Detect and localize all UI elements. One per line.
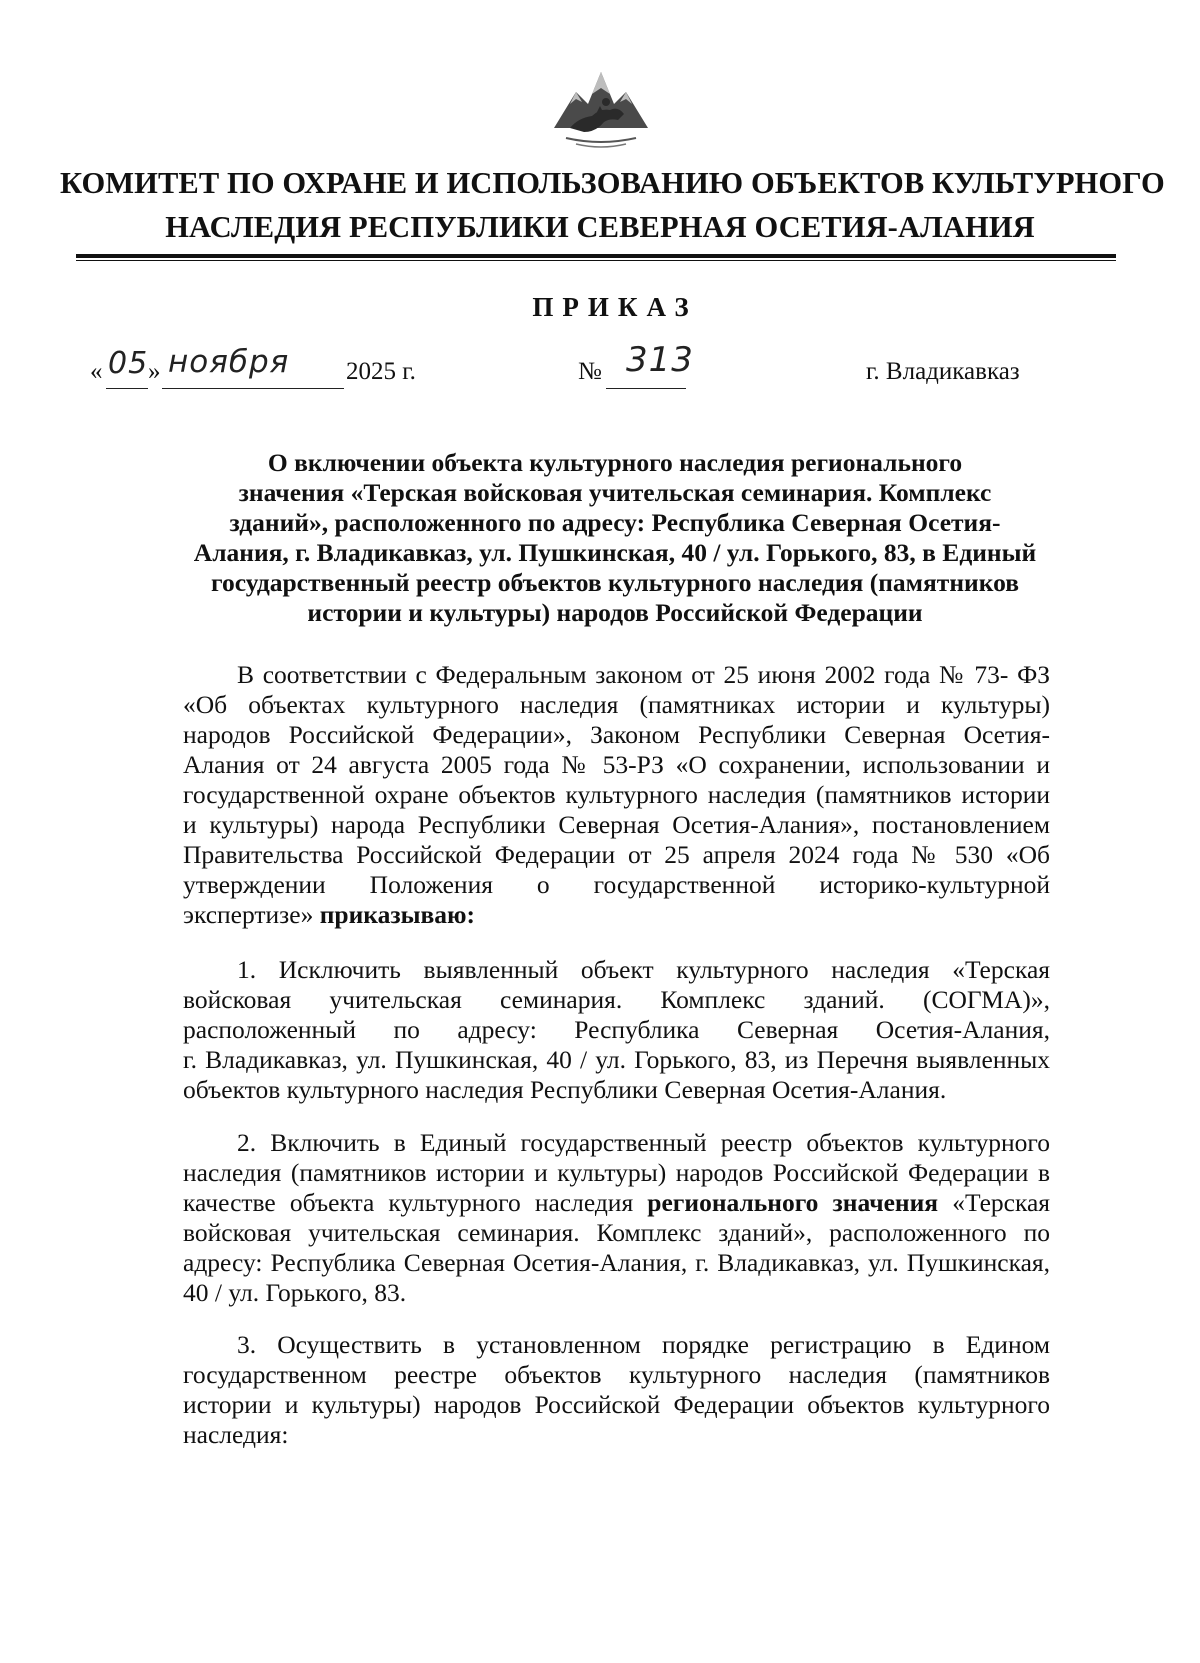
- item1-line: объектов культурного наследия Республики Северная Осетия-Алания.: [183, 1075, 947, 1104]
- item2-line: 40 / ул. Горького, 83.: [183, 1278, 407, 1307]
- preamble-line: государственной охране объектов культурного наследия (памятников истории: [183, 780, 1050, 809]
- document-city: г. Владикавказ: [866, 358, 1020, 385]
- preamble-line: Алания от 24 августа 2005 года № 53-РЗ «О сохранении, использовании и: [183, 750, 1050, 779]
- item2-line3-text-b: «Терская: [938, 1188, 1051, 1217]
- order-item-3: [183, 1330, 1050, 1450]
- preamble-line: и культуры) народа Республики Северная Осетия-Алания», постановлением: [183, 810, 1050, 839]
- order-number-prefix: №: [578, 358, 602, 385]
- preamble-line: «Об объектах культурного наследия (памятниках истории и культуры): [183, 690, 1050, 719]
- item2-line: наследия (памятников истории и культуры) народов Российской Федерации в: [183, 1158, 1050, 1187]
- organization-title-line1: КОМИТЕТ ПО ОХРАНЕ И ИСПОЛЬЗОВАНИЮ ОБЪЕКТОВ КУЛЬТУРНОГО: [60, 166, 1165, 200]
- header-divider-thick: [76, 254, 1116, 258]
- order-title-line: государственный реестр объектов культурного наследия (памятников: [211, 568, 1019, 597]
- order-verb: приказываю:: [319, 900, 475, 929]
- item1-line: расположенный по адресу: Республика Северная Осетия-Алания,: [183, 1015, 1050, 1044]
- order-item-1: [183, 955, 1050, 1105]
- item1-line: г. Владикавказ, ул. Пушкинская, 40 / ул. Горького, 83, из Перечня выявленных: [183, 1045, 1050, 1074]
- item3-line: государственном реестре объектов культурного наследия (памятников: [183, 1360, 1050, 1389]
- organization-title-line2: НАСЛЕДИЯ РЕСПУБЛИКИ СЕВЕРНАЯ ОСЕТИЯ-АЛАНИЯ: [165, 210, 1035, 244]
- date-month-handwritten: ноября: [168, 344, 290, 380]
- document-meta-line: [0, 340, 1200, 402]
- republic-emblem-icon: [540, 58, 662, 150]
- date-quote-open: «: [90, 358, 103, 385]
- preamble-line: народов Российской Федерации», Законом Республики Северная Осетия-: [183, 720, 1050, 749]
- regional-significance-emphasis: регионального значения: [647, 1188, 939, 1217]
- preamble-line: Правительства Российской Федерации от 25 апреля 2024 года № 530 «Об: [183, 840, 1050, 869]
- item1-line: 1. Исключить выявленный объект культурного наследия «Терская: [237, 955, 1050, 984]
- order-title-line: Алания, г. Владикавказ, ул. Пушкинская, 40 / ул. Горького, 83, в Единый: [193, 538, 1037, 567]
- order-title-line: зданий», расположенного по адресу: Республика Северная Осетия-: [229, 508, 1001, 537]
- item2-line-3: [183, 1188, 1050, 1218]
- order-title-line: значения «Терская войсковая учительская семинария. Комплекс: [238, 478, 992, 507]
- order-number-handwritten: 313: [626, 340, 694, 380]
- item3-line: 3. Осуществить в установленном порядке регистрацию в Едином: [237, 1330, 1050, 1359]
- order-number-underline: [606, 388, 686, 389]
- item3-line: наследия:: [183, 1420, 289, 1449]
- item1-line: войсковая учительская семинария. Комплекс зданий. (СОГМА)»,: [183, 985, 1050, 1014]
- order-item-2: [183, 1128, 1050, 1308]
- order-title: [180, 448, 1050, 628]
- order-title-line: О включении объекта культурного наследия регионального: [267, 448, 963, 477]
- item2-line3-text-a: качестве объекта культурного наследия: [183, 1188, 648, 1217]
- item2-line: войсковая учительская семинария. Комплекс зданий», расположенного по: [183, 1218, 1050, 1247]
- item2-line: 2. Включить в Единый государственный реестр объектов культурного: [237, 1128, 1050, 1157]
- preamble-last-text: экспертизе»: [183, 900, 320, 929]
- order-title-line: истории и культуры) народов Российской Федерации: [307, 598, 923, 627]
- date-day-underline: [106, 388, 148, 389]
- date-month-underline: [162, 388, 344, 389]
- document-date: [90, 344, 450, 402]
- preamble-line: утверждении Положения о государственной историко-культурной: [183, 870, 1050, 899]
- preamble-line: В соответствии с Федеральным законом от 25 июня 2002 года № 73- ФЗ: [237, 660, 1050, 689]
- header-divider-thin: [76, 260, 1116, 261]
- date-day-handwritten: 05: [108, 346, 149, 381]
- document-type-heading: ПРИКАЗ: [532, 292, 698, 322]
- date-quote-close: »: [148, 358, 161, 385]
- preamble-paragraph: [183, 660, 1050, 930]
- date-year: 2025 г.: [346, 358, 416, 385]
- item3-line: истории и культуры) народов Российской Федерации объектов культурного: [183, 1390, 1050, 1419]
- item2-line: адресу: Республика Северная Осетия-Алания, г. Владикавказ, ул. Пушкинская,: [183, 1248, 1050, 1277]
- preamble-last-line: [183, 900, 1050, 930]
